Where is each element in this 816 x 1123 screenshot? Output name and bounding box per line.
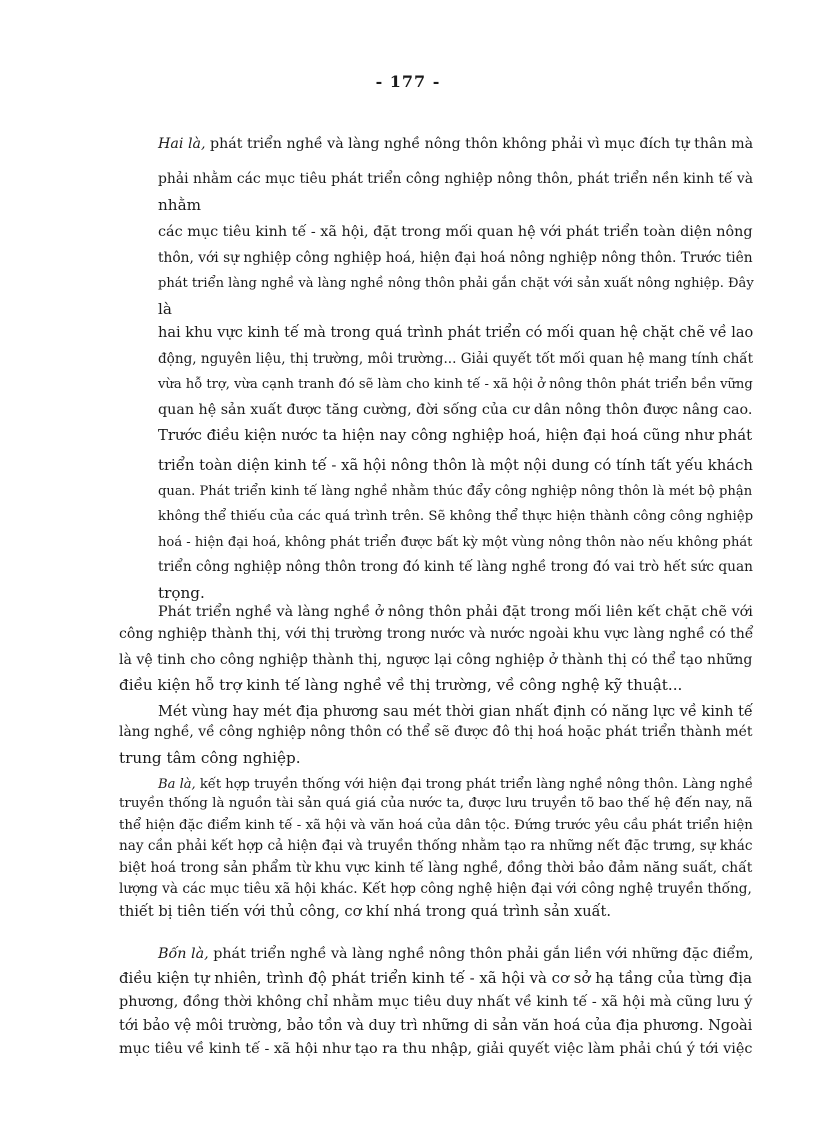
paragraph-truoc-dieu-kien-cont: [158, 453, 756, 606]
text-line: Bốn là, phát triển nghề và làng nghề nông thôn phải gắn liền với những đặc điểm,: [158, 946, 754, 962]
paragraph-met-vung-cont: [119, 720, 756, 771]
text-line: công nghiệp thành thị, với thị trường trong nước và nước ngoài khu vực làng nghề có thể: [119, 626, 754, 642]
text-line: triển công nghiệp nông thôn trong đó kinh tế làng nghề trong đó vai trò hết sức quan: [158, 559, 753, 575]
paragraph-ba-la-cont: [119, 793, 756, 922]
text-line: nay cần phải kết hợp cả hiện đại và truyền thống nhằm tạo ra những nết đặc trưng, sự khác: [119, 838, 753, 854]
paragraph-phat-trien-nghe-cont: [119, 622, 756, 699]
text-line: vừa hỗ trợ, vừa cạnh tranh đó sẽ làm cho kinh tế - xã hội ở nông thôn phát triển bền vững: [158, 377, 753, 392]
text-line: Ba là, kết hợp truyền thống với hiện đại trong phát triển làng nghề nông thôn. Làng nghề: [158, 777, 753, 792]
text-line: làng nghề, về công nghiệp nông thôn có thể sẽ được đô thị hoá hoặc phát triển thành mét: [119, 724, 753, 740]
text-line: thể hiện đặc điểm kinh tế - xã hội và văn hoá của dân tộc. Đứng trước yêu cầu phát triển hiện: [119, 817, 753, 833]
text-line: thiết bị tiên tiến với thủ công, cơ khí nhá trong quá trình sản xuất.: [119, 902, 612, 920]
text-line: phương, đồng thời không chỉ nhằm mục tiêu duy nhất về kinh tế - xã hội mà cũng lưu ý: [119, 993, 753, 1010]
text-line: các mục tiêu kinh tế - xã hội, đặt trong mối quan hệ với phát triển toàn diện nông: [158, 224, 753, 240]
text-line: Phát triển nghề và làng nghề ở nông thôn phải đặt trong mối liên kết chặt chẽ với: [158, 604, 753, 620]
text-line: là: [158, 299, 172, 318]
text-line: không thể thiếu của các quá trình trên. Sẽ không thể thực hiện thành công công nghiệp: [158, 509, 754, 524]
text-line: điều kiện hỗ trợ kinh tế làng nghề về thị trường, về công nghệ kỹ thuật...: [119, 676, 683, 694]
paragraph-truoc-dieu-kien: [158, 423, 756, 449]
text-line: hoá - hiện đại hoá, không phát triển được bất kỳ một vùng nông thôn nào nếu không phát: [158, 534, 753, 550]
paragraph-hai-la-cont-2: [158, 220, 756, 322]
text-line: truyền thống là nguồn tài sản quá giá của nước ta, được lưu truyền tõ bao thế hệ đến nay, nã: [119, 796, 753, 811]
paragraph-hai-la: [158, 132, 756, 158]
text-line: Mét vùng hay mét địa phương sau mét thời gian nhất định có năng lực về kinh tế: [158, 704, 753, 720]
text-line: là vệ tinh cho công nghiệp thành thị, ngược lại công nghiệp ở thành thị có thể tạo những: [119, 651, 753, 668]
paragraph-lead: Bốn là,: [158, 946, 209, 962]
paragraph-bon-la-cont: [119, 967, 756, 1061]
paragraph-hai-la-cont-1: [158, 167, 756, 218]
text-line: thôn, với sự nghiệp công nghiệp hoá, hiện đại hoá nông nghiệp nông thôn. Trước tiên: [158, 249, 753, 266]
text-line: lượng và các mục tiêu xã hội khác. Kết hợp công nghệ hiện đại với công nghệ truyền thống,: [119, 881, 752, 897]
text-line: trọng.: [158, 583, 205, 602]
paragraph-hai-la-cont-3: [158, 321, 756, 423]
paragraph-lead: Ba là,: [158, 777, 196, 792]
paragraph-bon-la: [158, 942, 756, 968]
text-line: tới bảo vệ môi trường, bảo tồn và duy trì những di sản văn hoá của địa phương. Ngoài: [119, 1017, 753, 1034]
text-line: trung tâm công nghiệp.: [119, 748, 301, 767]
text-line: hai khu vực kinh tế mà trong quá trình phát triển có mối quan hệ chặt chẽ về lao: [158, 325, 754, 341]
text-line: mục tiêu về kinh tế - xã hội như tạo ra thu nhập, giải quyết việc làm phải chú ý tới việc: [119, 1040, 753, 1057]
page-number: - 177 -: [375, 72, 441, 91]
text-line: biệt hoá trong sản phẩm từ khu vực kinh tế làng nghề, đồng thời bảo đảm năng suất, chất: [119, 859, 753, 876]
text-line: điều kiện tự nhiên, trình độ phát triển kinh tế - xã hội và cơ sở hạ tầng của từng địa: [119, 969, 752, 987]
paragraph-lead: Hai là,: [158, 136, 206, 152]
text-line: động, nguyên liệu, thị trường, môi trường... Giải quyết tốt mối quan hệ mang tính chất: [158, 350, 754, 367]
text-line: phải nhằm các mục tiêu phát triển công nghiệp nông thôn, phát triển nền kinh tế và: [158, 171, 754, 187]
text-line: nhằm: [158, 195, 202, 214]
text-line: Trước điều kiện nước ta hiện nay công nghiệp hoá, hiện đại hoá cũng như phát: [158, 426, 753, 444]
text-line: quan. Phát triển kinh tế làng nghề nhằm thúc đẩy công nghiệp nông thôn là mét bộ phận: [158, 483, 753, 499]
text-line: Hai là, phát triển nghề và làng nghề nông thôn không phải vì mục đích tự thân mà: [158, 136, 754, 152]
text-line: phát triển làng nghề và làng nghề nông thôn phải gắn chặt với sản xuất nông nghiệp. Đây: [158, 276, 754, 291]
text-line: triển toàn diện kinh tế - xã hội nông thôn là một nội dung có tính tất yếu khách: [158, 457, 753, 474]
text-line: quan hệ sản xuất được tăng cường, đời sống của cư dân nông thôn được nâng cao.: [158, 401, 753, 418]
